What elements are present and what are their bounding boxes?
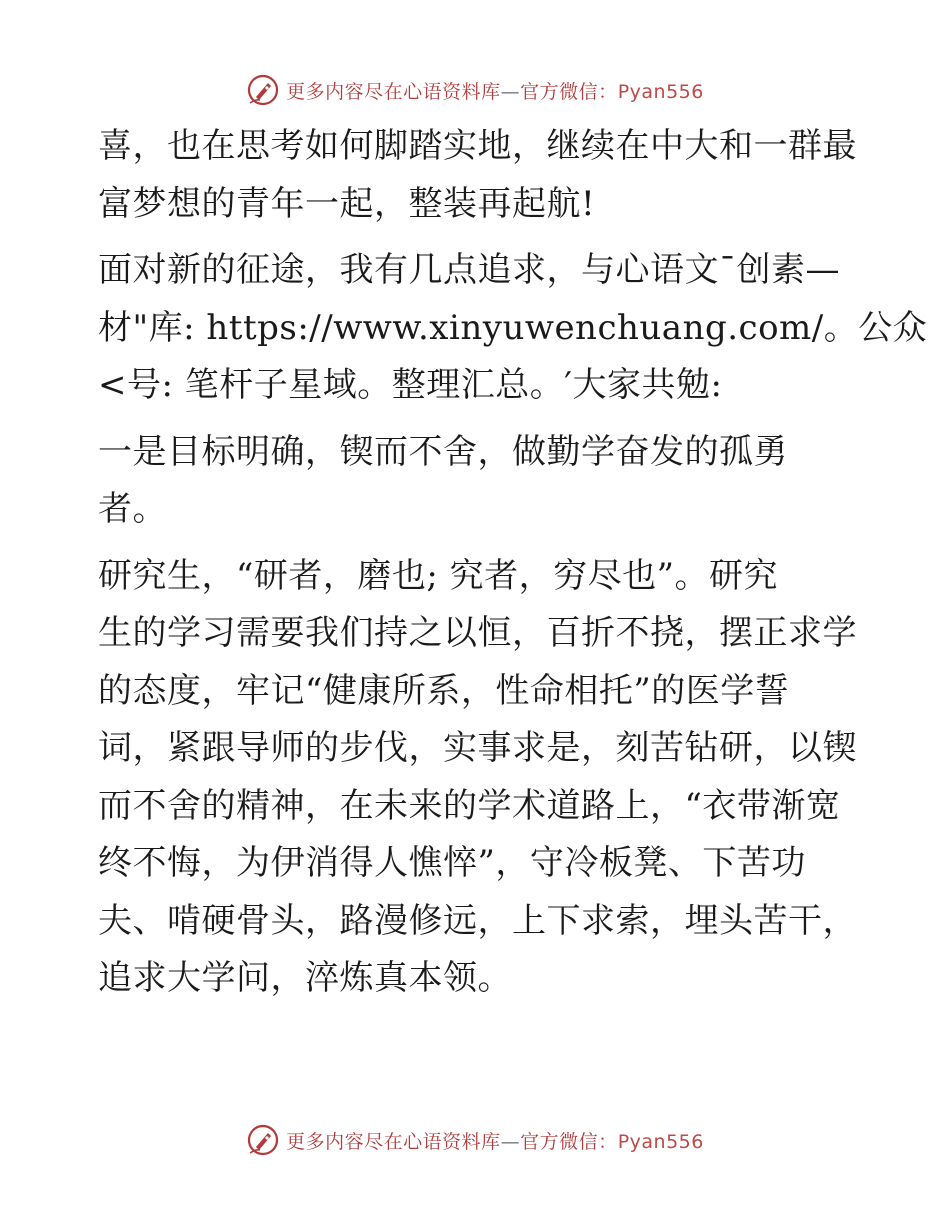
text-line: 富梦想的青年一起，整装再起航! [98,183,596,224]
text-line: 研究生，“研者，磨也; 究者，穷尽也”。研究 [98,555,779,596]
pen-nib-logo-icon [246,1123,280,1157]
footer-banner [0,1120,950,1160]
footer-banner-title: 更多内容尽在心语资料库 [286,1130,501,1153]
footer-banner-text [286,1127,704,1154]
paragraph [98,242,928,415]
text-line: 夫、啃硬骨头，路漫修远，上下求索，埋头苦干， [98,900,857,941]
header-banner-separator: — [500,80,521,103]
paragraph [98,118,858,233]
text-line: 材"库: https://www.xinyuwenchuang.com/。公众 [98,307,928,348]
header-banner-title: 更多内容尽在心语资料库 [286,80,501,103]
header-banner-text [286,77,704,104]
text-line: 一是目标明确，锲而不舍，做勤学奋发的孤勇 [98,431,788,472]
text-line: 面对新的征途，我有几点追求，与心语文¯创素— [98,250,840,290]
footer-banner-wechat-id: Pyan556 [617,1130,704,1153]
text-line: 喜，也在思考如何脚踏实地，继续在中大和一群最 [98,126,857,166]
text-line: 而不舍的精神，在未来的学术道路上，“衣带渐宽 [98,785,841,826]
pen-nib-logo-icon [246,73,280,107]
header-banner [0,70,950,110]
footer-banner-label: 官方微信： [520,1130,618,1153]
document-body [98,118,928,1008]
header-banner-label: 官方微信： [520,80,618,103]
paragraph [98,424,858,539]
footer-banner-separator: — [500,1130,521,1153]
text-line: 者。 [98,489,167,529]
text-line: 终不悔，为伊消得人憔悴”，守冷板凳、下苦功 [98,843,806,883]
text-line: 生的学习需要我们持之以恒，百折不挠，摆正求学 [98,613,857,653]
text-line: 的态度，牢记“健康所系，性命相托”的医学誓 [98,670,790,711]
text-line: <号: 笔杆子星域。整理汇总。′大家共勉: [98,365,723,405]
paragraph [98,548,858,1008]
text-line: 追求大学问，淬炼真本领。 [98,958,512,998]
header-banner-wechat-id: Pyan556 [617,80,704,103]
text-line: 词，紧跟导师的步伐，实事求是，刻苦钻研，以锲 [98,728,857,768]
